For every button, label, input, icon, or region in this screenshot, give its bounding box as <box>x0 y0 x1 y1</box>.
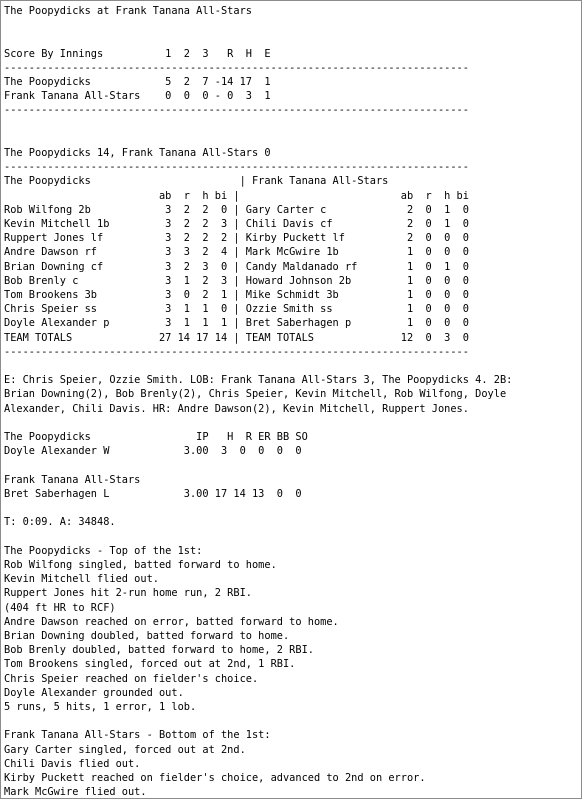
inning-summary: 5 runs, 5 hits, 1 error, 1 lob. <box>4 700 197 713</box>
line-score-row: The Poopydicks 5 2 7 -14 17 1 <box>4 76 271 89</box>
play-by-play-title: The Poopydicks - Top of the 1st: <box>4 544 203 557</box>
play-line: Chris Speier reached on fielder's choice. <box>4 672 259 685</box>
batting-row: Doyle Alexander p 3 1 1 1 | Bret Saberhagen p 1 0 0 0 <box>4 317 469 330</box>
divider-line: --------------------------------------------------------------------------- <box>4 104 469 117</box>
pitching-row: Doyle Alexander W 3.00 3 0 0 0 0 <box>4 445 302 458</box>
batting-row: Ruppert Jones lf 3 2 2 2 | Kirby Puckett lf 2 0 0 0 <box>4 232 469 245</box>
game-notes-line: Alexander, Chili Davis. HR: Andre Dawson(2), Kevin Mitchell, Ruppert Jones. <box>4 402 469 415</box>
game-title: The Poopydicks at Frank Tanana All-Stars <box>4 5 252 17</box>
box-score-document <box>1 1 581 799</box>
line-score-row: Frank Tanana All-Stars 0 0 0 - 0 3 1 <box>4 90 271 103</box>
batting-row: Andre Dawson rf 3 3 2 4 | Mark McGwire 1b 1 0 0 0 <box>4 246 469 259</box>
game-notes-line: Brian Downing(2), Bob Brenly(2), Chris Speier, Kevin Mitchell, Rob Wilfong, Doyle <box>4 388 507 401</box>
line-score-header: Score By Innings 1 2 3 R H E <box>4 47 271 60</box>
batting-totals-row: TEAM TOTALS 27 14 17 14 | TEAM TOTALS 12 0 3 0 <box>4 331 469 344</box>
play-line: (404 ft HR to RCF) <box>4 601 116 614</box>
divider-line: --------------------------------------------------------------------------- <box>4 345 469 358</box>
batting-row: Brian Downing cf 3 2 3 0 | Candy Maldanado rf 1 0 1 0 <box>4 260 469 273</box>
batting-row: Bob Brenly c 3 1 2 3 | Howard Johnson 2b 1 0 0 0 <box>4 274 469 287</box>
play-line: Chili Davis flied out. <box>4 757 141 770</box>
play-line: Andre Dawson reached on error, batted forward to home. <box>4 615 339 628</box>
divider-line: --------------------------------------------------------------------------- <box>4 61 469 74</box>
play-line: Kirby Puckett reached on fielder's choice, advanced to 2nd on error. <box>4 771 426 784</box>
batting-row: Tom Brookens 3b 3 0 2 1 | Mike Schmidt 3b 1 0 0 0 <box>4 289 469 302</box>
play-line: Gary Carter singled, forced out at 2nd. <box>4 743 246 756</box>
batting-row: Rob Wilfong 2b 3 2 2 0 | Gary Carter c 2 0 1 0 <box>4 203 469 216</box>
play-line: Tom Brookens singled, forced out at 2nd, 1 RBI. <box>4 658 296 671</box>
pitching-row: Bret Saberhagen L 3.00 17 14 13 0 0 <box>4 487 302 500</box>
play-line: Rob Wilfong singled, batted forward to home. <box>4 558 277 571</box>
divider-line: --------------------------------------------------------------------------- <box>4 161 469 174</box>
play-by-play-title: Frank Tanana All-Stars - Bottom of the 1st: <box>4 729 271 742</box>
batting-row: Kevin Mitchell 1b 3 2 2 3 | Chili Davis cf 2 0 1 0 <box>4 218 469 231</box>
play-line: Kevin Mitchell flied out. <box>4 573 159 586</box>
game-info: T: 0:09. A: 34848. <box>4 516 116 529</box>
play-line: Brian Downing doubled, batted forward to home. <box>4 629 290 642</box>
batting-row: Chris Speier ss 3 1 1 0 | Ozzie Smith ss 1 0 0 0 <box>4 303 469 316</box>
pitching-header: The Poopydicks IP H R ER BB SO <box>4 431 308 444</box>
final-score: The Poopydicks 14, Frank Tanana All-Stars 0 <box>4 147 271 160</box>
play-line: Doyle Alexander grounded out. <box>4 686 184 699</box>
batting-column-header: ab r h bi | ab r h bi <box>4 189 469 202</box>
batting-team-header: The Poopydicks | Frank Tanana All-Stars <box>4 175 389 188</box>
pitching-header: Frank Tanana All-Stars <box>4 473 141 486</box>
play-line: Mark McGwire flied out. <box>4 786 147 799</box>
play-line: Bob Brenly doubled, batted forward to home, 2 RBI. <box>4 644 314 657</box>
play-line: Ruppert Jones hit 2-run home run, 2 RBI. <box>4 587 252 600</box>
game-notes-line: E: Chris Speier, Ozzie Smith. LOB: Frank Tanana All-Stars 3, The Poopydicks 4. 2B: <box>4 374 513 387</box>
